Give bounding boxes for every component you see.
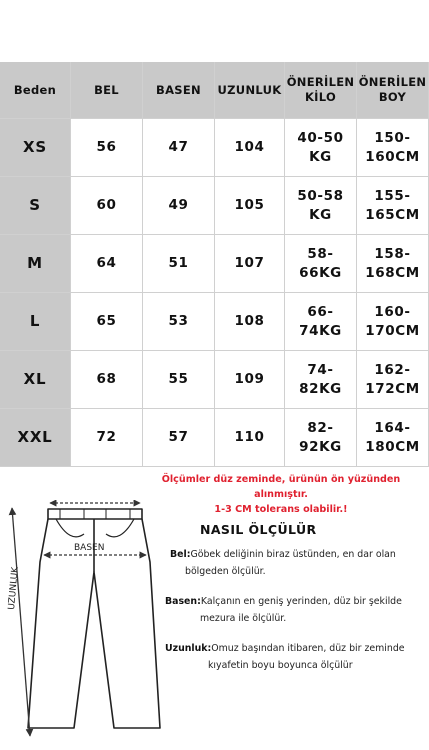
boy-line1: 160- [374,303,411,320]
kilo-cell [285,351,357,409]
basen-cell: 47 [143,119,215,177]
bel-cell: 72 [71,409,143,467]
howto-title: NASIL ÖLÇÜLÜR [200,522,317,537]
basen-label: BASEN [74,543,105,553]
header-uzunluk: UZUNLUK [215,62,285,119]
definition-basen-line1 [165,593,420,610]
table-header-row [0,62,429,119]
table-row [0,351,429,409]
kilo-line2: 92KG [299,438,342,455]
kilo-line1: 66- [307,303,334,320]
kilo-line1: 74- [307,361,334,378]
header-basen: BASEN [143,62,215,119]
uzunluk-label: UZUNLUK [7,566,21,611]
trousers-diagram [0,500,170,745]
bel-cell: 60 [71,177,143,235]
table-row [0,177,429,235]
uzunluk-cell: 109 [215,351,285,409]
boy-line2: 168CM [365,264,420,281]
basen-cell: 53 [143,293,215,351]
kilo-line1: 40-50 [297,129,344,146]
size-chart-table [0,62,429,467]
kilo-cell [285,409,357,467]
kilo-line2: 74KG [299,322,342,339]
definition-bel [165,546,420,580]
kilo-line2: KG [309,206,332,223]
header-onerilen-boy-line1: ÖNERİLEN [358,75,427,89]
boy-line1: 150- [374,129,411,146]
definition-basen-term: Basen: [165,596,201,607]
definition-basen [165,593,420,627]
bel-cell: 68 [71,351,143,409]
boy-line1: 162- [374,361,411,378]
size-cell: L [0,293,71,351]
kilo-line1: 82- [307,419,334,436]
bel-cell: 56 [71,119,143,177]
uzunluk-arrow-icon [12,508,30,736]
kilo-cell [285,293,357,351]
size-cell: XS [0,119,71,177]
size-cell: S [0,177,71,235]
definition-basen-text1: Kalçanın en geniş yerinden, düz bir şekilde [200,596,402,607]
boy-cell [357,409,429,467]
definition-uzunluk-text2: kıyafetin boyu boyunca ölçülür [208,660,353,671]
header-onerilen-boy-line2: BOY [378,90,407,104]
boy-line2: 165CM [365,206,420,223]
header-onerilen-kilo-line1: ÖNERİLEN [286,75,355,89]
definition-uzunluk-term: Uzunluk: [165,643,212,654]
definition-uzunluk-text1: Omuz başından itibaren, düz bir zeminde [211,643,405,654]
kilo-cell [285,177,357,235]
header-onerilen-kilo-line2: KİLO [304,90,337,104]
boy-cell [357,119,429,177]
boy-cell [357,351,429,409]
header-bel: BEL [71,62,143,119]
definition-bel-line1 [165,546,420,563]
kilo-line2: 82KG [299,380,342,397]
definition-bel-text2: bölgeden ölçülür. [185,566,266,577]
kilo-cell [285,119,357,177]
tolerance-note [138,472,424,517]
boy-cell [357,177,429,235]
uzunluk-cell: 108 [215,293,285,351]
size-cell: M [0,235,71,293]
boy-line1: 158- [374,245,411,262]
tolerance-note-line1: Ölçümler düz zeminde, ürünün ön yüzünden alınmıştır. [161,474,401,500]
definition-basen-text2: mezura ile ölçülür. [200,613,287,624]
definition-uzunluk [165,640,420,674]
uzunluk-cell: 107 [215,235,285,293]
definition-uzunluk-line1 [165,640,420,657]
boy-line2: 160CM [365,148,420,165]
header-onerilen-boy [357,62,429,119]
basen-cell: 55 [143,351,215,409]
table-row [0,293,429,351]
boy-line2: 180CM [365,438,420,455]
boy-line1: 155- [374,187,411,204]
boy-cell [357,235,429,293]
boy-line2: 170CM [365,322,420,339]
uzunluk-cell: 110 [215,409,285,467]
kilo-line1: 50-58 [297,187,344,204]
boy-line1: 164- [374,419,411,436]
bel-cell: 64 [71,235,143,293]
size-cell: XL [0,351,71,409]
header-onerilen-kilo [285,62,357,119]
tolerance-note-line2: 1-3 CM tolerans olabilir.! [214,504,348,515]
header-beden: Beden [0,62,71,119]
trousers-outline-icon [28,509,160,728]
uzunluk-cell: 104 [215,119,285,177]
boy-cell [357,293,429,351]
kilo-line1: 58- [307,245,334,262]
boy-line2: 172CM [365,380,420,397]
table-row [0,119,429,177]
definition-bel-text1: Göbek deliğinin biraz üstünden, en dar olan [190,549,396,560]
bel-cell: 65 [71,293,143,351]
basen-cell: 51 [143,235,215,293]
uzunluk-cell: 105 [215,177,285,235]
kilo-cell [285,235,357,293]
basen-cell: 49 [143,177,215,235]
table-row [0,235,429,293]
table-row [0,409,429,467]
kilo-line2: KG [309,148,332,165]
kilo-line2: 66KG [299,264,342,281]
definition-bel-term: Bel: [170,549,191,560]
size-cell: XXL [0,409,71,467]
basen-cell: 57 [143,409,215,467]
